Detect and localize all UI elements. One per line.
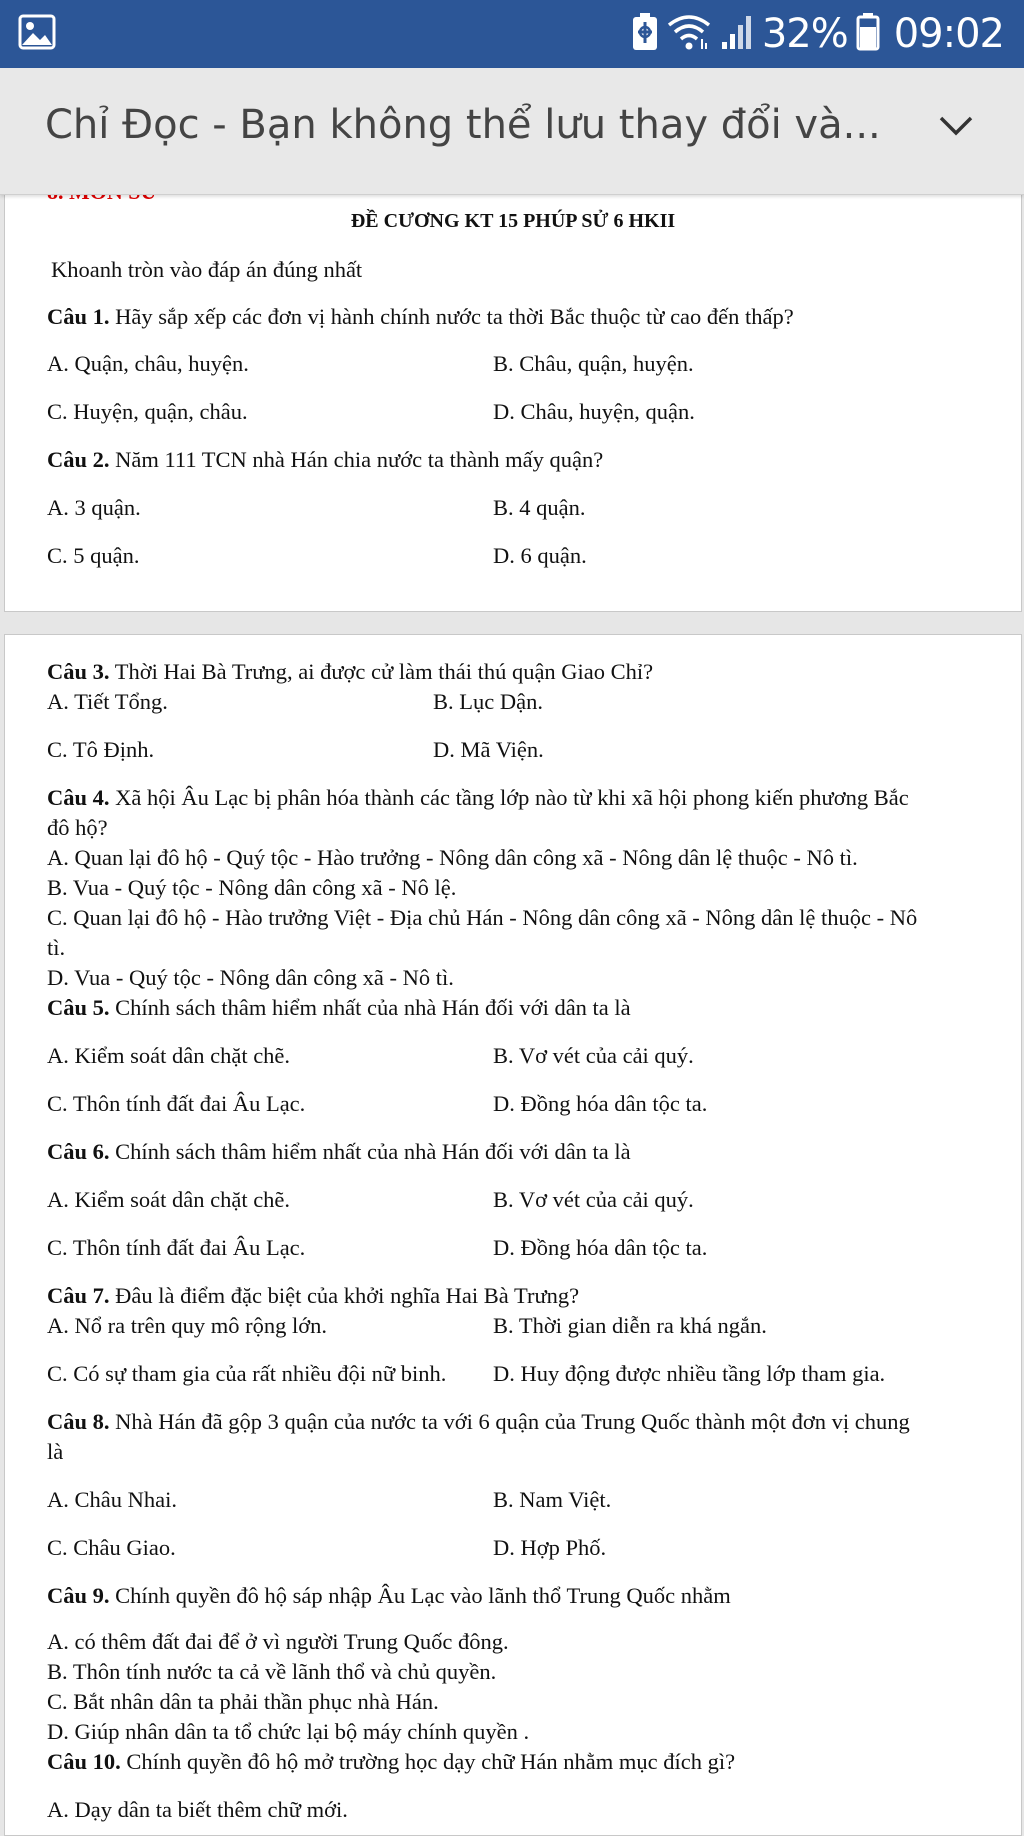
question-text: Hãy sắp xếp các đơn vị hành chính nước ta thời Bắc thuộc từ cao đến thấp? [109, 304, 794, 329]
question-10 [47, 1751, 735, 1774]
question-6 [47, 1141, 631, 1164]
question-text: Năm 111 TCN nhà Hán chia nước ta thành mấy quận? [109, 447, 604, 472]
q4-option-b: B. Vua - Quý tộc - Nông dân công xã - Nô lệ. [47, 875, 457, 900]
q2-option-c: C. 5 quận. [47, 543, 140, 568]
question-text: Nhà Hán đã gộp 3 quận của nước ta với 6 quận của Trung Quốc thành một đơn vị chung [109, 1409, 910, 1434]
question-1 [47, 306, 794, 329]
question-7 [47, 1285, 579, 1308]
question-label: Câu 6. [47, 1139, 110, 1164]
q6-option-a: A. Kiểm soát dân chặt chẽ. [47, 1187, 291, 1212]
q4-option-c-cont: tì. [47, 935, 66, 960]
q7-option-d: D. Huy động được nhiều tầng lớp tham gia. [493, 1361, 886, 1386]
question-4 [47, 787, 909, 810]
question-label: Câu 1. [47, 304, 110, 329]
q1-option-c: C. Huyện, quận, châu. [47, 399, 248, 424]
read-only-banner[interactable] [0, 68, 1024, 195]
question-8-cont: là [47, 1439, 64, 1464]
question-8 [47, 1411, 910, 1434]
instruction: Khoanh tròn vào đáp án đúng nhất [51, 257, 363, 282]
q2-option-b: B. 4 quận. [493, 495, 586, 520]
q2-option-a: A. 3 quận. [47, 495, 141, 520]
question-text: Chính quyền đô hộ sáp nhập Âu Lạc vào lãnh thổ Trung Quốc nhằm [109, 1583, 731, 1608]
question-text: Chính quyền đô hộ mở trường học dạy chữ Hán nhằm mục đích gì? [120, 1749, 736, 1774]
document-page-2 [4, 634, 1022, 1836]
q5-option-c: C. Thôn tính đất đai Âu Lạc. [47, 1091, 306, 1116]
question-9 [47, 1585, 731, 1608]
question-label: Câu 9. [47, 1583, 110, 1608]
q9-option-c: C. Bắt nhân dân ta phải thần phục nhà Hán. [47, 1689, 439, 1714]
question-text: Xã hội Âu Lạc bị phân hóa thành các tầng lớp nào từ khi xã hội phong kiến phương Bắc [109, 785, 909, 810]
q5-option-b: B. Vơ vét của cải quý. [493, 1043, 694, 1068]
question-label: Câu 4. [47, 785, 110, 810]
status-icons [632, 0, 1004, 68]
q7-option-b: B. Thời gian diễn ra khá ngắn. [493, 1313, 767, 1338]
status-bar [0, 0, 1024, 68]
q7-option-a: A. Nổ ra trên quy mô rộng lớn. [47, 1313, 327, 1338]
q2-option-d: D. 6 quận. [493, 543, 587, 568]
question-text: Đâu là điểm đặc biệt của khởi nghĩa Hai Bà Trưng? [109, 1283, 580, 1308]
q10-option-a: A. Dạy dân ta biết thêm chữ mới. [47, 1797, 348, 1822]
document-page-1 [4, 190, 1022, 612]
q9-option-d: D. Giúp nhân dân ta tổ chức lại bộ máy chính quyền . [47, 1719, 530, 1744]
q7-option-c: C. Có sự tham gia của rất nhiều đội nữ binh. [47, 1361, 447, 1386]
question-3 [47, 661, 653, 684]
q6-option-c: C. Thôn tính đất đai Âu Lạc. [47, 1235, 306, 1260]
q8-option-d: D. Hợp Phố. [493, 1535, 607, 1560]
q1-option-d: D. Châu, huyện, quận. [493, 399, 695, 424]
question-label: Câu 7. [47, 1283, 110, 1308]
q4-option-d: D. Vua - Quý tộc - Nông dân công xã - Nô tì. [47, 965, 454, 990]
q1-option-a: A. Quận, châu, huyện. [47, 351, 249, 376]
battery-saver-icon [632, 13, 658, 55]
q4-option-a: A. Quan lại đô hộ - Quý tộc - Hào trưởng - Nông dân công xã - Nông dân lệ thuộc - Nô tì. [47, 845, 858, 870]
question-label: Câu 10. [47, 1749, 121, 1774]
q5-option-a: A. Kiểm soát dân chặt chẽ. [47, 1043, 291, 1068]
question-4-cont: đô hộ? [47, 815, 108, 840]
q4-option-c: C. Quan lại đô hộ - Hào trưởng Việt - Địa chủ Hán - Nông dân công xã - Nông dân lệ thuộc - Nô [47, 905, 918, 930]
document-title: ĐỀ CƯƠNG KT 15 PHÚP SỬ 6 HKII [350, 210, 676, 232]
q3-option-c: C. Tô Định. [47, 737, 155, 762]
question-label: Câu 8. [47, 1409, 110, 1434]
banner-title: Chỉ Đọc - Bạn không thể lưu thay đổi và... [45, 102, 881, 148]
chevron-down-icon[interactable] [938, 114, 974, 143]
q8-option-a: A. Châu Nhai. [47, 1487, 177, 1512]
signal-icon [720, 14, 754, 54]
question-5 [47, 997, 631, 1020]
question-2 [47, 449, 603, 472]
clock: 09:02 [893, 11, 1004, 57]
battery-percent: 32% [761, 11, 848, 57]
q6-option-b: B. Vơ vét của cải quý. [493, 1187, 694, 1212]
question-text: Chính sách thâm hiểm nhất của nhà Hán đối với dân ta là [109, 995, 631, 1020]
q8-option-b: B. Nam Việt. [493, 1487, 612, 1512]
q3-option-b: B. Lục Dận. [433, 689, 543, 714]
q9-option-b: B. Thôn tính nước ta cả về lãnh thổ và chủ quyền. [47, 1659, 497, 1684]
question-label: Câu 5. [47, 995, 110, 1020]
question-label: Câu 3. [47, 659, 110, 684]
question-text: Thời Hai Bà Trưng, ai được cử làm thái thú quận Giao Chỉ? [109, 659, 654, 684]
q3-option-d: D. Mã Viện. [433, 737, 544, 762]
q1-option-b: B. Châu, quận, huyện. [493, 351, 694, 376]
battery-icon [856, 13, 880, 55]
q3-option-a: A. Tiết Tổng. [47, 689, 168, 714]
q8-option-c: C. Châu Giao. [47, 1535, 176, 1560]
q9-option-a: A. có thêm đất đai để ở vì người Trung Quốc đông. [47, 1629, 509, 1654]
q6-option-d: D. Đồng hóa dân tộc ta. [493, 1235, 708, 1260]
q5-option-d: D. Đồng hóa dân tộc ta. [493, 1091, 708, 1116]
wifi-icon [666, 13, 712, 55]
question-text: Chính sách thâm hiểm nhất của nhà Hán đối với dân ta là [109, 1139, 631, 1164]
gallery-icon [18, 14, 56, 54]
question-label: Câu 2. [47, 447, 110, 472]
